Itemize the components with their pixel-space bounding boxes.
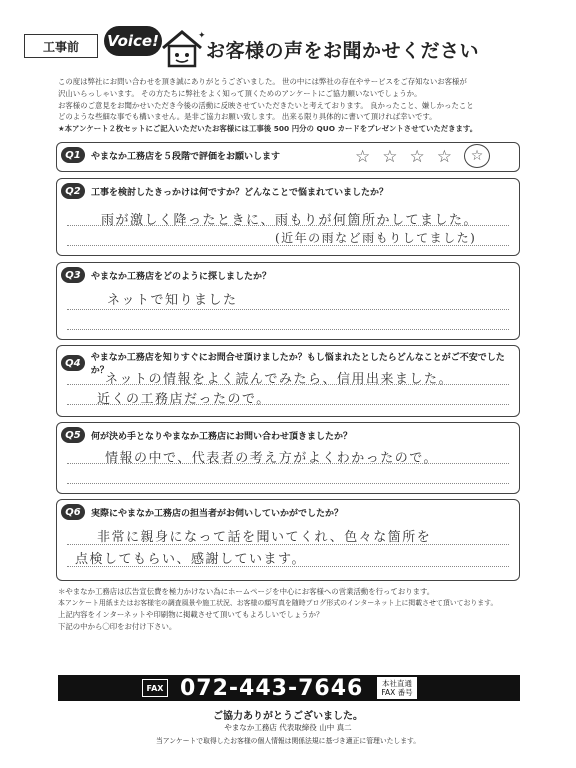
question-box-q4 [56, 345, 520, 417]
question-box-q3 [56, 262, 520, 340]
question-text: 工事を検討したきっかけは何ですか？どんなことで悩まれていましたか？ [91, 187, 389, 198]
handwritten-answer: 非常に親身になって話を聞いてくれ、色々な箇所を [97, 530, 432, 545]
question-number: Q6 [61, 504, 85, 520]
svg-text:✦: ✦ [198, 31, 206, 41]
question-number: Q3 [61, 267, 85, 283]
question-text: やまなか工務店をどのように探しましたか？ [91, 271, 272, 282]
question-number: Q1 [61, 147, 85, 163]
question-number: Q4 [61, 355, 85, 371]
question-number: Q5 [61, 427, 85, 443]
footer-note: 本アンケート用紙またはお客様宅の調査風景や施工状況、お客様の顔写真を随時ブログ形式のインターネット上に掲載させて頂いております。 [58, 598, 498, 607]
star-icon[interactable]: ☆ [436, 147, 452, 167]
intro-line: 沢山いらっしゃいます。 その方たちに弊社をよく知って頂くためのアンケートにご協力願いないでしょうか。 [58, 88, 422, 98]
thanks-text: ご協力ありがとうございました。 [213, 711, 363, 722]
company-name: やまなか工務店 代表取締役 山中 真二 [224, 723, 352, 732]
intro-text [58, 76, 528, 135]
handwritten-answer: 雨が激しく降ったときに、雨もりが何箇所かしてました。 [101, 213, 479, 228]
question-box-q2 [56, 178, 520, 256]
intro-line: ★本アンケート２枚セットにご記入いただいたお客様には工事後 500 円分の QUO カードをプレゼントさせていただきます。 [58, 124, 478, 134]
fax-icon: FAX [142, 679, 168, 697]
page-title: お客様の声をお聞かせください [206, 40, 480, 62]
star-icon[interactable]: ☆ [382, 147, 398, 167]
star-icon[interactable]: ☆ [409, 147, 425, 167]
house-icon [160, 28, 204, 68]
intro-line: この度は弊社にお問い合わせを頂き誠にありがとうございました。 世の中には弊社の存在やサービスをご存知ないお客様が [58, 77, 467, 86]
question-box-q1 [56, 142, 520, 172]
question-text: 何が決め手となりやまなか工務店にお問い合わせ頂きましたか？ [91, 431, 353, 442]
fax-number[interactable]: 072-443-7646 [180, 675, 364, 701]
intro-line: お客様のご意見をお聞かせいただき今後の活動に反映させていただきたいと考えております。 良かったこと、嫌しかったこと [58, 100, 474, 110]
selected-star-icon[interactable]: ☆ [464, 144, 490, 168]
privacy-note: 当アンケートで取得したお客様の個人情報は関係法規に基づき適正に管理いたします。 [155, 737, 421, 745]
handwritten-answer: ネットで知りました [107, 293, 238, 308]
rating-stars [355, 147, 490, 168]
fax-bar [58, 675, 520, 701]
intro-line: どのような些細な事でも構いません。是非ご協力お願い致します。 出来る限り具体的に書いて頂ければ幸いです。 [58, 112, 437, 122]
question-text: やまなか工務店を５段階で評価をお願いします [91, 151, 281, 162]
fax-note-line: FAX 番号 [381, 688, 413, 697]
answer-line [67, 483, 509, 484]
handwritten-answer: (近年の雨など雨もりしてました) [275, 231, 477, 245]
fax-note [377, 677, 416, 699]
answer-line [67, 309, 509, 310]
voice-badge: Voice! [104, 26, 162, 56]
answer-line [67, 329, 509, 330]
question-box-q6 [56, 499, 520, 581]
handwritten-answer: 近くの工務店だったので。 [97, 392, 271, 407]
fax-note-line: 本社直通 [381, 679, 412, 688]
status-tag: 工事前 [24, 34, 98, 58]
handwritten-answer: ネットの情報をよく読んでみたら、信用出来ました。 [105, 372, 454, 387]
footer-note: 下記の中から〇印をお付け下さい。 [58, 621, 177, 631]
question-text: 実際にやまなか工務店の担当者がお伺いしていかがでしたか？ [91, 508, 344, 519]
handwritten-answer: 情報の中で、代表者の考え方がよくわかったので。 [105, 451, 438, 466]
question-number: Q2 [61, 183, 85, 199]
question-text: やまなか工務店を知りすぐにお問合せ頂けましたか？もし悩まれたとしたらどんなことがご不安でしたか？ [90, 353, 505, 376]
footer-note: ＊やまなか工務店は広告宣伝費を極力かけない為にホームページを中心にお客様への営業活動を行っております。 [58, 587, 435, 596]
handwritten-answer: 点検してもらい、感謝しています。 [75, 552, 306, 567]
footer-notes [58, 586, 528, 632]
footer-note: 上記内容をインターネットや印刷物に掲載させて頂いてもよろしいでしょうか？ [58, 610, 324, 619]
star-icon[interactable]: ☆ [355, 147, 371, 167]
question-box-q5 [56, 422, 520, 494]
